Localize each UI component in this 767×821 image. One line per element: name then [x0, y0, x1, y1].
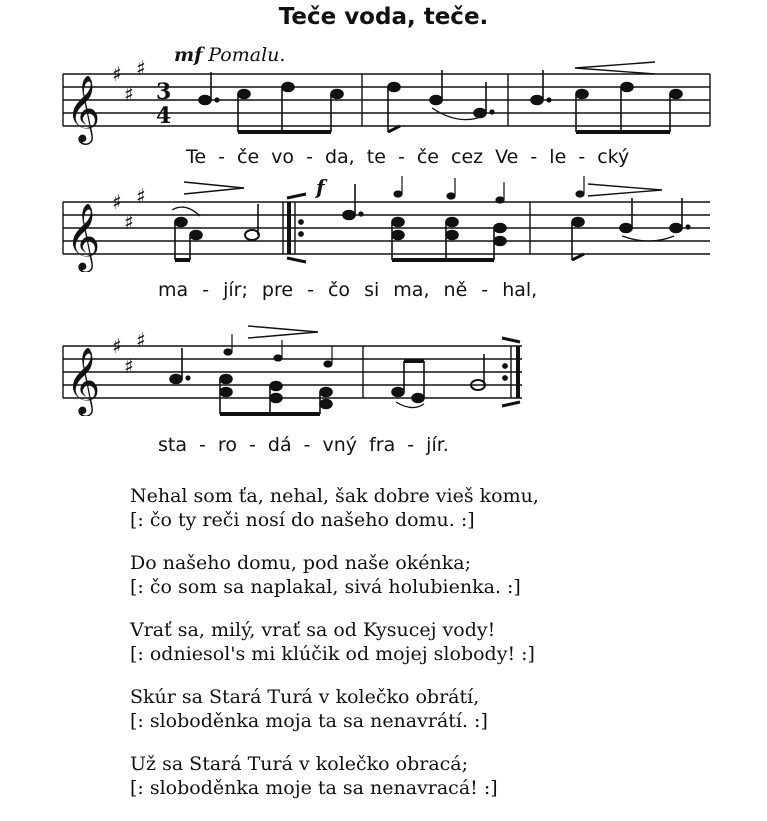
svg-text:♯: ♯: [112, 190, 122, 214]
verse-2: [130, 551, 750, 599]
lyric-line-3: sta - ro - dá - vný fra - jír.: [158, 434, 449, 456]
staff-system-2: [0, 172, 767, 272]
verse-line: [: sloboděnka moje ta sa nenavracá! :]: [130, 777, 498, 799]
svg-text:♯: ♯: [136, 60, 146, 80]
treble-clef-icon-3: 𝄞: [66, 346, 101, 414]
verse-line: [: sloboděnka moja ta sa nenavrátí. :]: [130, 710, 488, 732]
lyric-line-1: Te - če vo - da, te - če cez Ve - le - cký: [186, 146, 630, 168]
verse-4: [130, 685, 750, 733]
svg-text:♯: ♯: [112, 334, 122, 358]
verse-line: [: čo ty reči nosí do našeho domu. :]: [130, 509, 475, 531]
time-signature-top: 3: [156, 79, 172, 105]
lyric-line-2: ma - jír; pre - čo si ma, ně - hal,: [158, 279, 538, 301]
svg-text:♯: ♯: [112, 62, 122, 86]
svg-text:♯: ♯: [124, 210, 134, 234]
svg-text:♯: ♯: [136, 184, 146, 208]
verse-line: Skúr sa Stará Turá v kolečko obrátí,: [130, 686, 480, 708]
grace-notes: [394, 176, 584, 203]
crescendo-hairpin: [575, 62, 655, 74]
notes: [199, 70, 682, 132]
verse-5: [130, 752, 750, 800]
verse-line: Vrať sa, milý, vrať sa od Kysucej vody!: [130, 619, 496, 641]
verse-line: [: čo som sa naplakal, sivá holubienka. :]: [130, 576, 521, 598]
key-signature: [112, 60, 146, 106]
staff-system-1: [0, 60, 767, 145]
grace-notes-3: [224, 334, 332, 367]
treble-clef-icon: 𝄞: [66, 74, 101, 142]
svg-text:♯: ♯: [124, 82, 134, 106]
treble-clef-icon-2: 𝄞: [66, 202, 101, 270]
song-title: Teče voda, teče.: [278, 4, 489, 30]
decrescendo-hairpin-2: [588, 184, 662, 196]
staff-system-3: [0, 316, 767, 416]
decrescendo-hairpin: [184, 182, 244, 194]
verse-line: Do našeho domu, pod naše okénka;: [130, 552, 471, 574]
decrescendo-hairpin-3: [248, 326, 318, 338]
time-signature-bottom: 4: [156, 103, 172, 129]
verses: [130, 484, 750, 819]
dynamic-f: f: [316, 175, 325, 199]
verse-1: [130, 484, 750, 532]
verse-line: Nehal som ťa, nehal, šak dobre vieš komu,: [130, 485, 539, 507]
svg-text:♯: ♯: [124, 354, 134, 378]
verse-3: [130, 618, 750, 666]
tempo-text: Pomalu.: [208, 44, 286, 66]
notes-2: [172, 184, 690, 260]
dynamic-mf: mf: [174, 44, 203, 66]
verse-line: [: odniesol's mi klúčik od mojej slobody! :]: [130, 643, 535, 665]
svg-text:♯: ♯: [136, 328, 146, 352]
verse-line: Už sa Stará Turá v kolečko obracá;: [130, 753, 469, 775]
notes-3: [170, 348, 485, 414]
